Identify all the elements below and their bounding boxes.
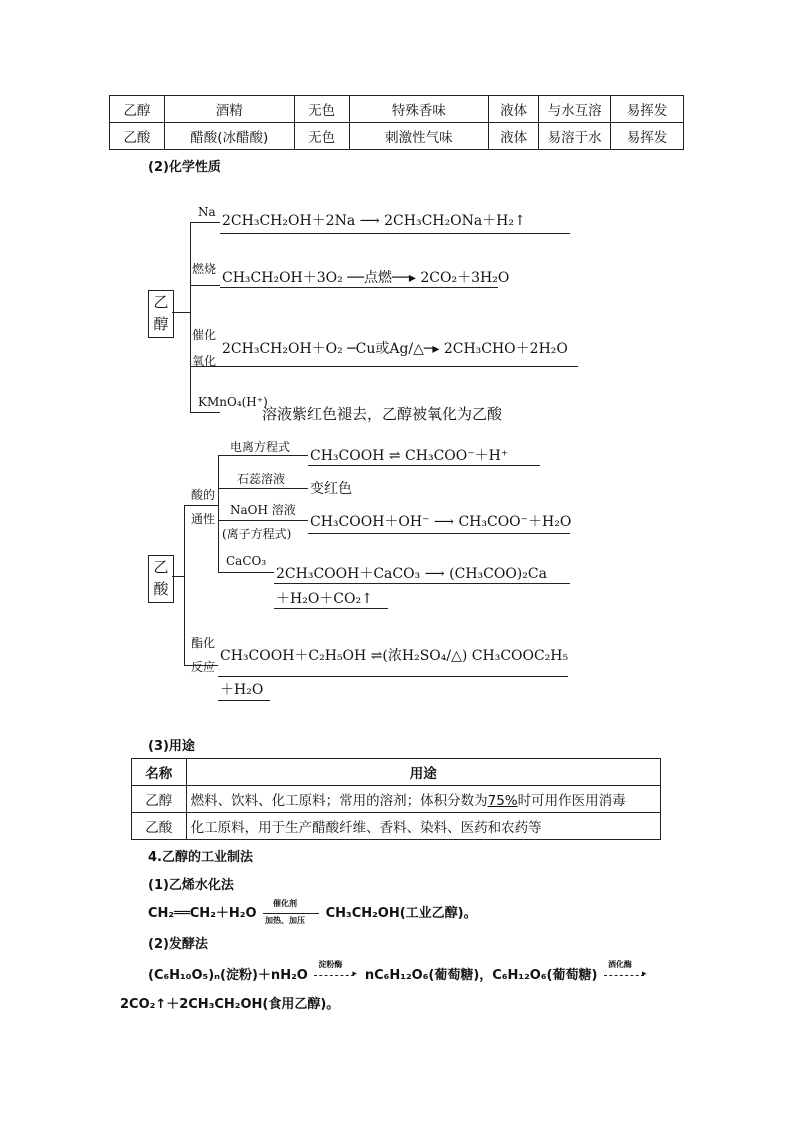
na-condition: Na [198,205,216,219]
ionic-equation-label: (离子方程式) [222,527,292,541]
section-4-title: 4.乙醇的工业制法 [148,850,253,865]
reaction-condition: 反应 [191,660,216,674]
method-2-title: (2)发酵法 [148,937,208,952]
acetic-bracket [184,505,185,665]
kmno4-condition: KMnO₄(H⁺) [198,395,268,409]
chem-properties-heading: (2)化学性质 [148,160,221,175]
acetic-caco3-equation: 2CH₃COOH＋CaCO₃ ⟶ (CH₃COO)₂Ca [276,566,547,582]
ethanol-box: 乙 醇 [148,290,174,338]
acetic-litmus-result: 变红色 [310,481,352,497]
ethanol-kmno4-result: 溶液紫红色褪去，乙醇被氧化为乙酸 [262,405,503,423]
uses-heading: (3)用途 [148,739,195,754]
method-1-title: (1)乙烯水化法 [148,878,234,893]
ethanol-burn-equation: CH₃CH₂OH＋3O₂ ──点燃──▸ 2CO₂＋3H₂O [222,270,510,286]
table-row: 乙醇 酒精 无色 特殊香味 液体 与水互溶 易挥发 [110,96,684,123]
litmus-condition: 石蕊溶液 [237,472,286,486]
acetic-box: 乙 酸 [148,555,174,603]
catalytic-condition: 催化 [192,328,217,342]
esterification-condition: 酯化 [191,636,216,650]
method-2-equation-line-1: (C₆H₁₀O₅)ₙ(淀粉)＋nH₂O 淀粉酶 ▸ nC₆H₁₂O₆(葡萄糖)，C₆H₁₂O₆(葡萄糖) 酒化酶 ▸ [148,959,647,983]
acid-generality-label-2: 通性 [191,512,216,526]
acetic-naoh-equation: CH₃COOH＋OH⁻ ⟶ CH₃COO⁻＋H₂O [310,514,572,530]
burn-condition: 燃烧 [192,262,217,276]
acetic-caco3-equation-cont: ＋H₂O＋CO₂↑ [276,591,373,607]
oxidation-condition: 氧化 [192,354,217,368]
ethanol-oxidation-equation: 2CH₃CH₂OH＋O₂ ─Cu或Ag/△─▸ 2CH₃CHO＋2H₂O [222,341,568,357]
acid-generality-label: 酸的 [191,488,216,502]
table-row: 名称 用途 [132,759,661,786]
method-2-equation-line-2: 2CO₂↑＋2CH₃CH₂OH(食用乙醇)。 [120,997,340,1012]
naoh-condition: NaOH 溶液 [230,503,296,517]
table-row: 乙醇 燃料、饮料、化工原料；常用的溶剂；体积分数为75%时可用作医用消毒 [132,786,661,813]
uses-table [131,758,661,840]
ionization-condition: 电离方程式 [230,440,291,454]
acetic-esterification-equation: CH₃COOH＋C₂H₅OH ⇌(浓H₂SO₄/△) CH₃COOC₂H₅ [220,648,569,664]
acetic-ionization-equation: CH₃COOH ⇌ CH₃COO⁻＋H⁺ [310,448,509,464]
method-1-equation: CH₂══CH₂＋H₂O 催化剂 加热、加压 CH₃CH₂OH(工业乙醇)。 [148,898,477,925]
ethanol-na-equation: 2CH₃CH₂OH＋2Na ⟶ 2CH₃CH₂ONa＋H₂↑ [222,213,526,229]
ethanol-bracket [190,222,191,412]
caco3-condition: CaCO₃ [226,554,267,568]
table-row: 乙酸 醋酸(冰醋酸) 无色 刺激性气味 液体 易溶于水 易挥发 [110,123,684,150]
table-row: 乙酸 化工原料，用于生产醋酸纤维、香料、染料、医药和农药等 [132,813,661,840]
properties-table [109,95,684,150]
acetic-esterification-equation-cont: ＋H₂O [220,682,264,698]
